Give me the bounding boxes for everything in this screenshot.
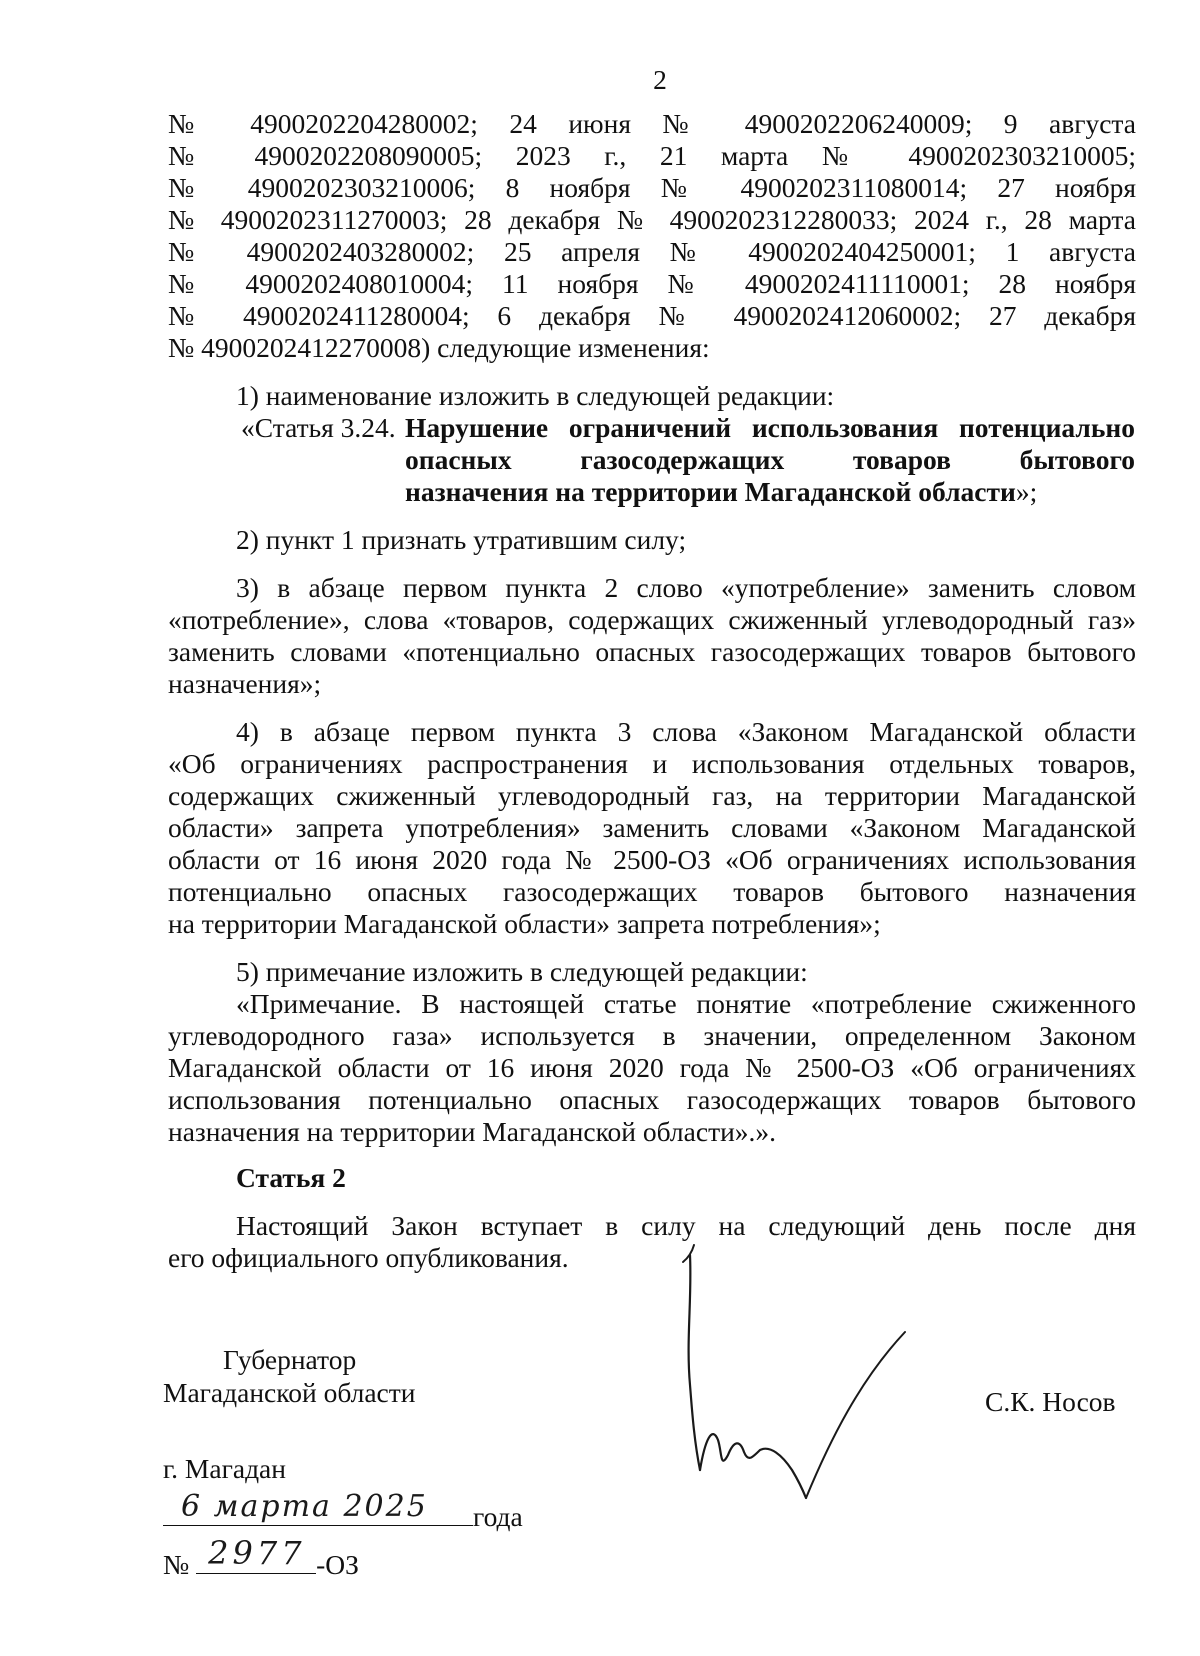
date-suffix: года (473, 1501, 523, 1532)
handwritten-date: 6 марта 2025 (181, 1489, 428, 1524)
text-line: Магаданской области от 16 июня 2020 года № 2500-ОЗ «Об ограничениях (168, 1052, 1136, 1083)
text-line: № 4900202411280004; 6 декабря № 4900202412060002; 27 декабря (168, 300, 1136, 331)
text-line: 5) примечание изложить в следующей редакции: (236, 956, 808, 987)
governor-title: Губернатор (223, 1344, 357, 1375)
city: г. Магадан (163, 1453, 286, 1484)
text-line: заменить словами «потенциально опасных газосодержащих товаров бытового (168, 636, 1136, 667)
text-line: № 4900202412270008) следующие изменения: (168, 332, 710, 363)
article-label: «Статья 3.24. (241, 412, 396, 443)
text-line: назначения на территории Магаданской области».». (168, 1116, 777, 1147)
text-line: № 4900202303210006; 8 ноября № 4900202311080014; 27 ноября (168, 172, 1136, 203)
text-line: 3) в абзаце первом пункта 2 слово «употребление» заменить словом (236, 572, 1136, 603)
handwritten-number: 2977 (208, 1534, 306, 1572)
text-line: использования потенциально опасных газосодержащих товаров бытового (168, 1084, 1136, 1115)
text-line: № 4900202408010004; 11 ноября № 4900202411110001; 28 ноября (168, 268, 1136, 299)
text-line: области» запрета употребления» заменить словами «Законом Магаданской (168, 812, 1136, 843)
text-line: 4) в абзаце первом пункта 3 слова «Законом Магаданской области (236, 716, 1136, 747)
title-line: Нарушение ограничений использования потенциально (405, 412, 1135, 443)
text-line: № 4900202403280002; 25 апреля № 4900202404250001; 1 августа (168, 236, 1136, 267)
text-line: «потребление», слова «товаров, содержащих сжиженный углеводородный газ» (168, 604, 1136, 635)
text-line: области от 16 июня 2020 года № 2500-ОЗ «Об ограничениях использования (168, 844, 1136, 875)
article-2-heading: Статья 2 (236, 1162, 346, 1193)
text-line: назначения»; (168, 668, 322, 699)
text-line: «Примечание. В настоящей статье понятие «потребление сжиженного (236, 988, 1136, 1019)
number-prefix: № (163, 1549, 190, 1580)
text-line: Настоящий Закон вступает в силу на следующий день после дня (236, 1210, 1136, 1241)
text-line: № 4900202204280002; 24 июня № 4900202206240009; 9 августа (168, 108, 1136, 139)
text-line: углеводородного газа» используется в значении, определенном Законом (168, 1020, 1136, 1051)
text-line: его официального опубликования. (168, 1242, 569, 1273)
title-line: опасных газосодержащих товаров бытового (405, 444, 1135, 475)
text-line: содержащих сжиженный углеводородный газ, на территории Магаданской (168, 780, 1136, 811)
governor-name: С.К. Носов (985, 1386, 1116, 1417)
governor-region: Магаданской области (163, 1377, 416, 1408)
text-line: 1) наименование изложить в следующей редакции: (236, 380, 835, 411)
text-line: на территории Магаданской области» запрета потребления»; (168, 908, 881, 939)
text-line: № 4900202208090005; 2023 г., 21 марта № 4900202303210005; (168, 140, 1136, 171)
number-suffix: -ОЗ (316, 1549, 359, 1580)
text-line: «Об ограничениях распространения и использования отдельных товаров, (168, 748, 1136, 779)
title-tail: »; (1015, 476, 1038, 507)
page-number: 2 (653, 64, 667, 95)
text-line: потенциально опасных газосодержащих товаров бытового назначения (168, 876, 1136, 907)
text-line: 2) пункт 1 признать утратившим силу; (236, 524, 687, 555)
title-line: назначения на территории Магаданской области (405, 476, 1016, 507)
text-line: № 4900202311270003; 28 декабря № 4900202312280033; 2024 г., 28 марта (168, 204, 1136, 235)
